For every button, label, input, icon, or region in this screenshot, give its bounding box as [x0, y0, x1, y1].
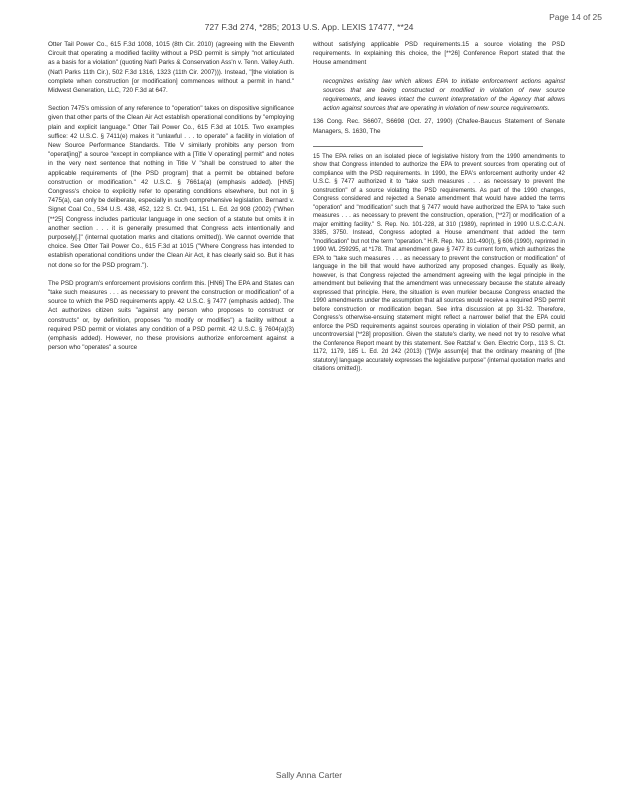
left-paragraph-3: The PSD program's enforcement provisions confirm this. [HN6] The EPA and States can "take such measures . . . as necessary to prevent the construction or modification" of a source to which the PSD requirements apply. 42 U.S.C. § 7477 (emphasis added). The Act authorizes citizen suits "against any person who proposes to construct or constructs" or, by definition, proposes "to modify or modifies") a facility without a required PSD permit or violates any condition of a PSD permit. 42 U.S.C. § 7604(a)(3) (emphasis added). However, no these provisions authorize enforcement against a person who "operates" a source [48, 279, 294, 352]
author-footer: Sally Anna Carter [275, 770, 343, 780]
case-citation-header: 727 F.3d 274, *285; 2013 U.S. App. LEXIS 17477, **24 [204, 22, 414, 32]
right-column [313, 40, 565, 374]
left-column [48, 40, 294, 362]
left-paragraph-2: Section 7475's omission of any reference to "operation" takes on dispositive significance given that other parts of the Clean Air Act establish operational conditions by "employing plain and explicit language." Otter Tail Power Co., 615 F.3d at 1015. Two examples suffice: 42 U.S.C. § 7411(e) makes it "unlawful . . . to operate" a facility in violation of New Source Performance Standards. Title V similarly prohibits any person from "operat[ing]" a source "except in compliance with a [Title V operating] permit" and notes in the very next sentence that nothing in Title V "shall be construed to alter the applicable requirements of [the PSD program] that a permit be obtained before construction or modification." 42 U.S.C. § 7661a(a) (emphasis added). [HN5] Congress's choice to explicitly refer to operating conditions elsewhere, but not in § 7475(a), can only be deliberate, especially in such comprehensive legislation. Bernard v. Signet Coal Co., 534 U.S. 438, 452, 122 S. Ct. 941, 151 L. Ed. 2d 908 (2002) ("When [**25] Congress includes particular language in one section of a statute but omits it in another section . . . it is generally presumed that Congress acts intentionally and purposely[.]" (internal quotation marks and citations omitted)). We cannot override that choice. See Otter Tail Power Co., 615 F.3d at 1015 ("Where Congress has intended to establish operational conditions under the Clean Air Act, it has clearly said so. But it has not done so for the PSD program."). [48, 105, 294, 269]
quote-citation: 136 Cong. Rec. S6607, S6698 (Oct. 27, 1990) (Chafee-Baucus Statement of Senate Managers, S. 1630, The [313, 118, 565, 135]
footnote-15: 15 The EPA relies on an isolated piece of legislative history from the 1990 amendments to show that Congress intended to authorize the EPA to prevent sources from operating out of compliance with the PSD requirements. In 1990, the EPA's enforcement authority under 42 U.S.C. § 7477 authorized it to "take such measures . . . as necessary to prevent the construction" of a source violating the PSD requirements. As part of the 1990 changes, Congress considered and rejected a Senate amendment that would have added the terms "operation" and "modification" such that § 7477 would have authorized the EPA to "take such measures . . . as necessary to prevent the construction, operation, [**27] or modification of a major emitting facility." S. Rep. No. 101-228, at 310 (1989), reprinted in 1990 U.S.C.C.A.N. 3385, 3750. Instead, Congress adopted a House amendment that added the term "modification" but not the term "operation." H.R. Rep. No. 101-490(I), § 606 (1990), reprinted in 1990 WL 259295, at *178. That amendment gave § 7477 its current form, which authorizes the EPA to "take such measures . . . as necessary to prevent the construction or modification" of language in the bill that would have authorized any proposed changes. Equally as likely, however, is that Congress rejected the amendment agreeing with the legal principle in the amendment but believing that the amendment was unnecessary because the statute already expressed that principle. Here, the situation is even murkier because Congress enacted the 1990 amendments under the assumption that all sources would receive a required PSD permit before construction or modification began. See infra discussion at pp 31-32. Therefore, Congress's otherwise-ensuing statement might reflect a narrower belief that the EPA could enforce the PSD requirements against sources operating in violation of their PSD permit, an uncontroversial [**28] proposition. Given the statute's clarity, we need not try to resolve what the Conference Report meant by this statement. See Ratzlaf v. Gen. Electric Corp., 113 S. Ct. 1172, 1179, 185 L. Ed. 2d 242 (2013) ("[W]e assum[e] that the ordinary meaning of [the statutory] language accurately expresses the legislative purpose" (internal quotation marks and citations omitted)). [313, 153, 565, 373]
right-intro-paragraph: without satisfying applicable PSD requirements.15 a source violating the PSD requirements. In explaining this choice, the [**26] Conference Report stated that the House amendment [313, 41, 565, 67]
left-paragraph-1: Otter Tail Power Co., 615 F.3d 1008, 1015 (8th Cir. 2010) (agreeing with the Eleventh Circuit that operating a modified facility without a PSD permit is simply "not articulated as a basis for a violation" (quoting Nat'l Parks & Conservation Ass'n v. Tenn. Valley Auth. (Nat'l Parks 11th Cir.), 502 F.3d 1316, 1323 (11th Cir. 2007))). Instead, "[the violation is complete when construction [or modification] commences without a permit in hand." Midwest Generation, LLC, 720 F.3d at 647. [48, 41, 294, 95]
page-number: Page 14 of 25 [549, 12, 602, 22]
footnote-divider [313, 146, 423, 147]
block-quote: recognizes existing law which allows EPA to initiate enforcement actions against sources that are being constructed or modified in violation of new source requirements, and leaves intact the current interpretation of the Agency that allows action against sources that are operating in violation of new source requirements. [323, 77, 565, 113]
